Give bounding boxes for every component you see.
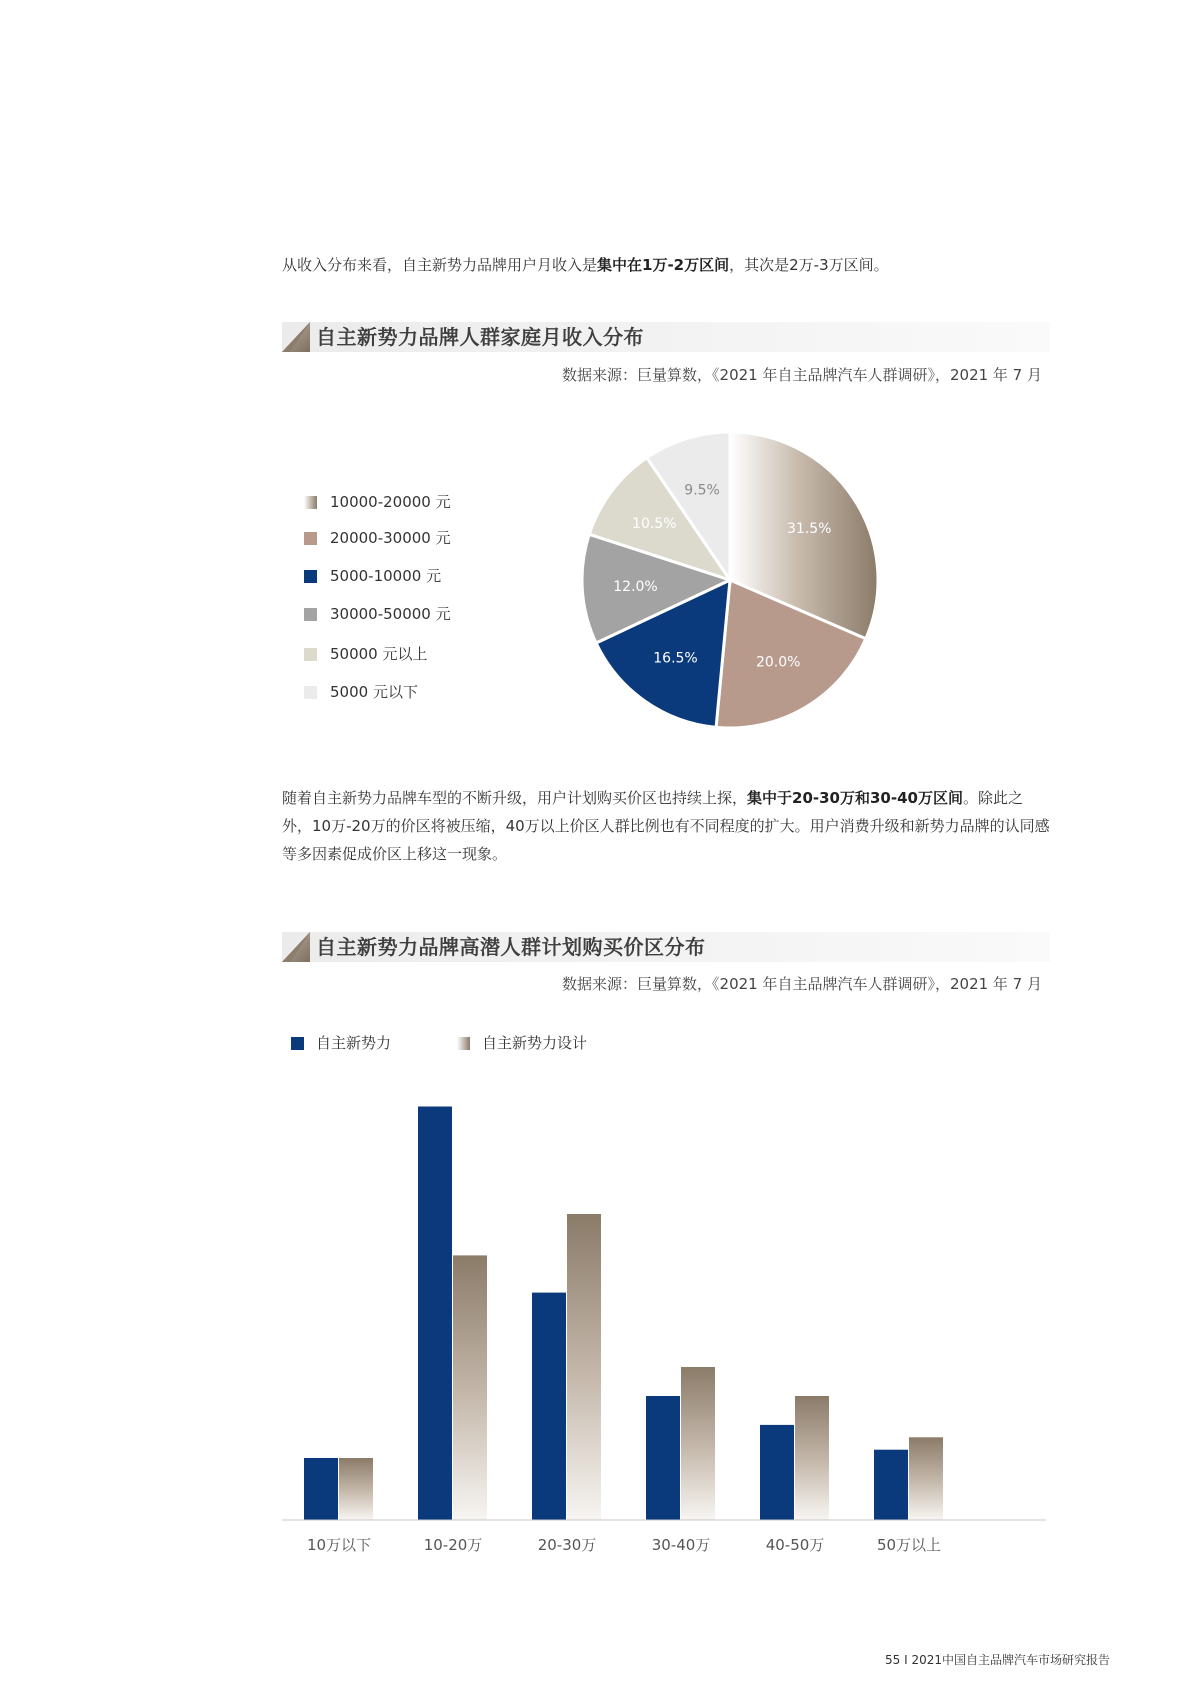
x-tick-label-2: 10-20万: [423, 1536, 483, 1554]
pie-data-label-1: 31.5%: [786, 521, 832, 537]
pie-data-label-4: 12.0%: [613, 578, 658, 595]
legend-swatch-icon: [304, 570, 317, 583]
x-tick-label-3: 20-30万: [537, 1536, 597, 1554]
legend-swatch-icon: [304, 496, 317, 509]
section-title-price: 自主新势力品牌高潜人群计划购买价区分布: [316, 935, 706, 959]
x-tick-label-5: 40-50万: [765, 1536, 825, 1554]
x-tick-label-6: 50万以上: [876, 1536, 942, 1554]
page-footer: 55 I 2021中国自主品牌汽车市场研究报告: [885, 1653, 1110, 1667]
bar-2-6: [909, 1437, 943, 1520]
intro-paragraph: [282, 253, 1052, 277]
bar-1-6: [874, 1450, 908, 1520]
bar-1-1: [304, 1458, 338, 1520]
income-pie-chart: [580, 430, 880, 730]
bar-2-2: [453, 1255, 487, 1520]
bar-2-3: [567, 1214, 601, 1520]
pie-legend-label: 5000-10000 元: [330, 567, 442, 585]
bar-1-5: [760, 1425, 794, 1520]
legend-swatch-icon: [304, 648, 317, 661]
section-header-price: [282, 932, 1050, 962]
price-bar-chart: [280, 1020, 1060, 1560]
legend-swatch-icon: [304, 608, 317, 621]
section-header-income: [282, 322, 1050, 352]
pie-legend-label: 30000-50000 元: [330, 605, 451, 623]
price-text-end: 。除此之外，10万-20万的价区将被压缩，40万以上价区人群比例也有不同程度的扩大。用户消费升级和新势力品牌的认同感等多因素促成价区上移这一现象。: [282, 789, 1050, 863]
legend-label-series-2: 自主新势力设计: [482, 1034, 588, 1052]
pie-data-label-2: 20.0%: [755, 654, 801, 671]
x-tick-label-1: 10万以下: [306, 1536, 372, 1554]
bar-1-4: [646, 1396, 680, 1520]
pie-legend-label: 20000-30000 元: [330, 529, 451, 547]
legend-label-series-1: 自主新势力: [316, 1034, 392, 1052]
bar-1-2: [418, 1107, 452, 1521]
intro-text: 从收入分布来看，自主新势力品牌用户月收入是: [282, 256, 598, 274]
section-title-income: 自主新势力品牌人群家庭月收入分布: [316, 325, 644, 349]
source-note-price: 数据来源：巨量算数，《2021 年自主品牌汽车人群调研》，2021 年 7 月: [562, 975, 1042, 993]
price-text: 随着自主新势力品牌车型的不断升级，用户计划购买价区也持续上探，: [282, 789, 748, 807]
price-highlight: 集中于20-30万和30-40万区间: [747, 789, 963, 807]
intro-highlight: 集中在1万-2万区间: [597, 256, 730, 274]
bar-2-4: [681, 1367, 715, 1520]
pie-legend-label: 5000 元以下: [330, 683, 418, 701]
price-paragraph: [282, 784, 1052, 868]
bar-2-1: [339, 1458, 373, 1520]
bar-2-5: [795, 1396, 829, 1520]
pie-data-label-3: 16.5%: [653, 650, 698, 667]
legend-swatch-icon: [304, 532, 317, 545]
pie-legend-label: 10000-20000 元: [330, 493, 451, 511]
pie-data-label-6: 9.5%: [684, 482, 720, 499]
x-tick-label-4: 30-40万: [651, 1536, 711, 1554]
pie-legend-label: 50000 元以上: [330, 645, 428, 663]
intro-text-end: ，其次是2万-3万区间。: [729, 256, 889, 274]
bar-1-3: [532, 1293, 566, 1520]
pie-data-label-5: 10.5%: [632, 516, 677, 533]
legend-swatch-icon: [304, 686, 317, 699]
source-note-income: 数据来源：巨量算数，《2021 年自主品牌汽车人群调研》，2021 年 7 月: [562, 366, 1042, 384]
